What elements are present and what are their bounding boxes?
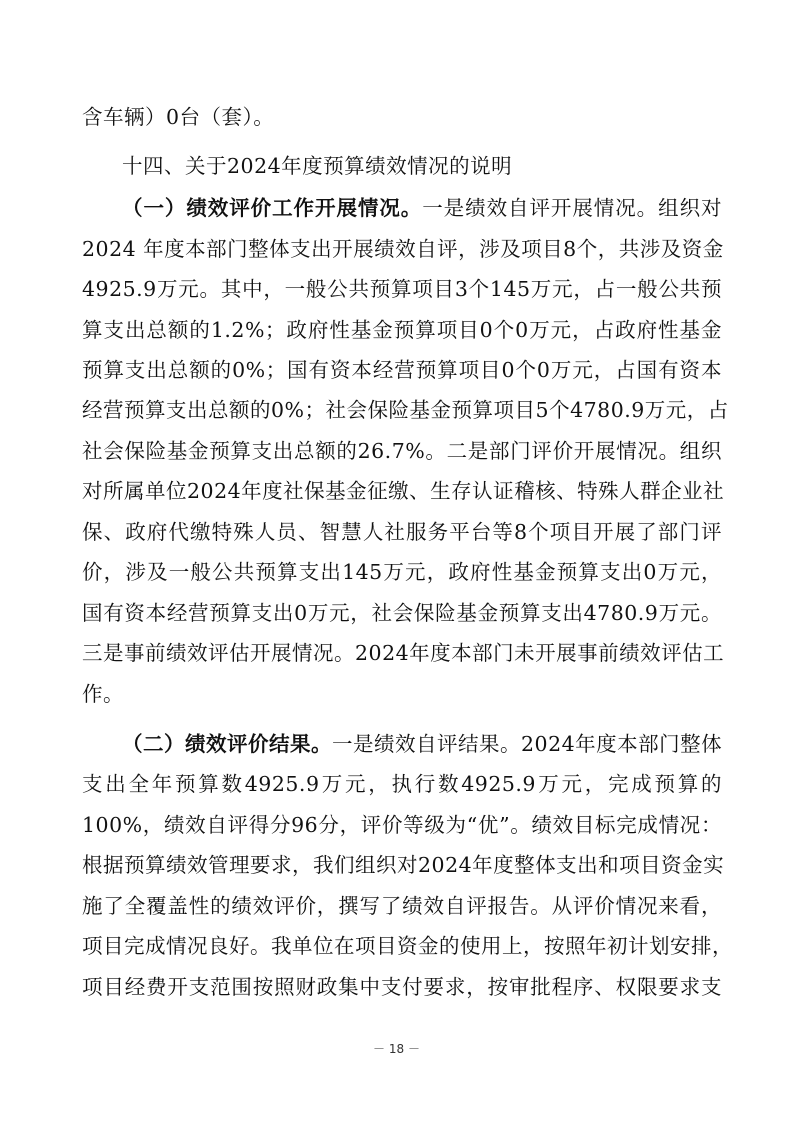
part1-line-0: 一是绩效自评开展情况。组织对	[422, 196, 723, 220]
continuation-line: 含车辆）0台（套）。	[82, 105, 275, 129]
part1-line-6: 社会保险基金预算支出总额的26.7%。二是部门评价开展情况。组织	[82, 439, 722, 463]
part1-line-4: 预算支出总额的0%；国有资本经营预算项目0个0万元，占国有资本	[82, 358, 722, 382]
part1-line-9: 价，涉及一般公共预算支出145万元，政府性基金预算支出0万元，	[82, 560, 722, 584]
part1-line-10: 国有资本经营预算支出0万元，社会保险基金预算支出4780.9万元。	[82, 601, 722, 625]
part1-heading: （一）绩效评价工作开展情况。	[122, 196, 423, 220]
part2-line-6: 项目经费开支范围按照财政集中支付要求，按审批程序、权限要求支	[82, 975, 722, 999]
part2-line-2: 100%，绩效自评得分96分，评价等级为“优”。绩效目标完成情况：	[82, 813, 722, 837]
part2-line-0: 一是绩效自评结果。2024年度本部门整体	[332, 732, 723, 756]
part2-line-1: 支出全年预算数4925.9万元，执行数4925.9万元，完成预算的	[82, 772, 722, 796]
part2-heading: （二）绩效评价结果。	[122, 732, 332, 756]
part2-line-3: 根据预算绩效管理要求，我们组织对2024年度整体支出和项目资金实	[82, 853, 725, 877]
part1-line-7: 对所属单位2024年度社保基金征缴、生存认证稽核、特殊人群企业社	[82, 479, 725, 503]
part1-line-12: 作。	[82, 682, 124, 706]
part1-line-3: 算支出总额的1.2%；政府性基金预算项目0个0万元，占政府性基金	[82, 318, 722, 342]
part1-line-2: 4925.9万元。其中，一般公共预算项目3个145万元，占一般公共预	[82, 277, 722, 301]
part2-line-5: 项目完成情况良好。我单位在项目资金的使用上，按照年初计划安排，	[82, 934, 733, 958]
page-number: － 18 －	[373, 1042, 420, 1056]
part2-line-4: 施了全覆盖性的绩效评价，撰写了绩效自评报告。从评价情况来看，	[82, 894, 722, 918]
part1-line-5: 经营预算支出总额的0%；社会保险基金预算项目5个4780.9万元，占	[82, 398, 729, 422]
part1-line-8: 保、政府代缴特殊人员、智慧人社服务平台等8个项目开展了部门评	[82, 520, 722, 544]
part1-line-1: 2024 年度本部门整体支出开展绩效自评，涉及项目8个，共涉及资金	[82, 237, 724, 261]
paragraph-line	[122, 731, 722, 757]
paragraph-line	[122, 195, 722, 221]
section-title: 十四、关于2024年度预算绩效情况的说明	[122, 154, 513, 178]
part1-line-11: 三是事前绩效评估开展情况。2024年度本部门未开展事前绩效评估工	[82, 641, 725, 665]
